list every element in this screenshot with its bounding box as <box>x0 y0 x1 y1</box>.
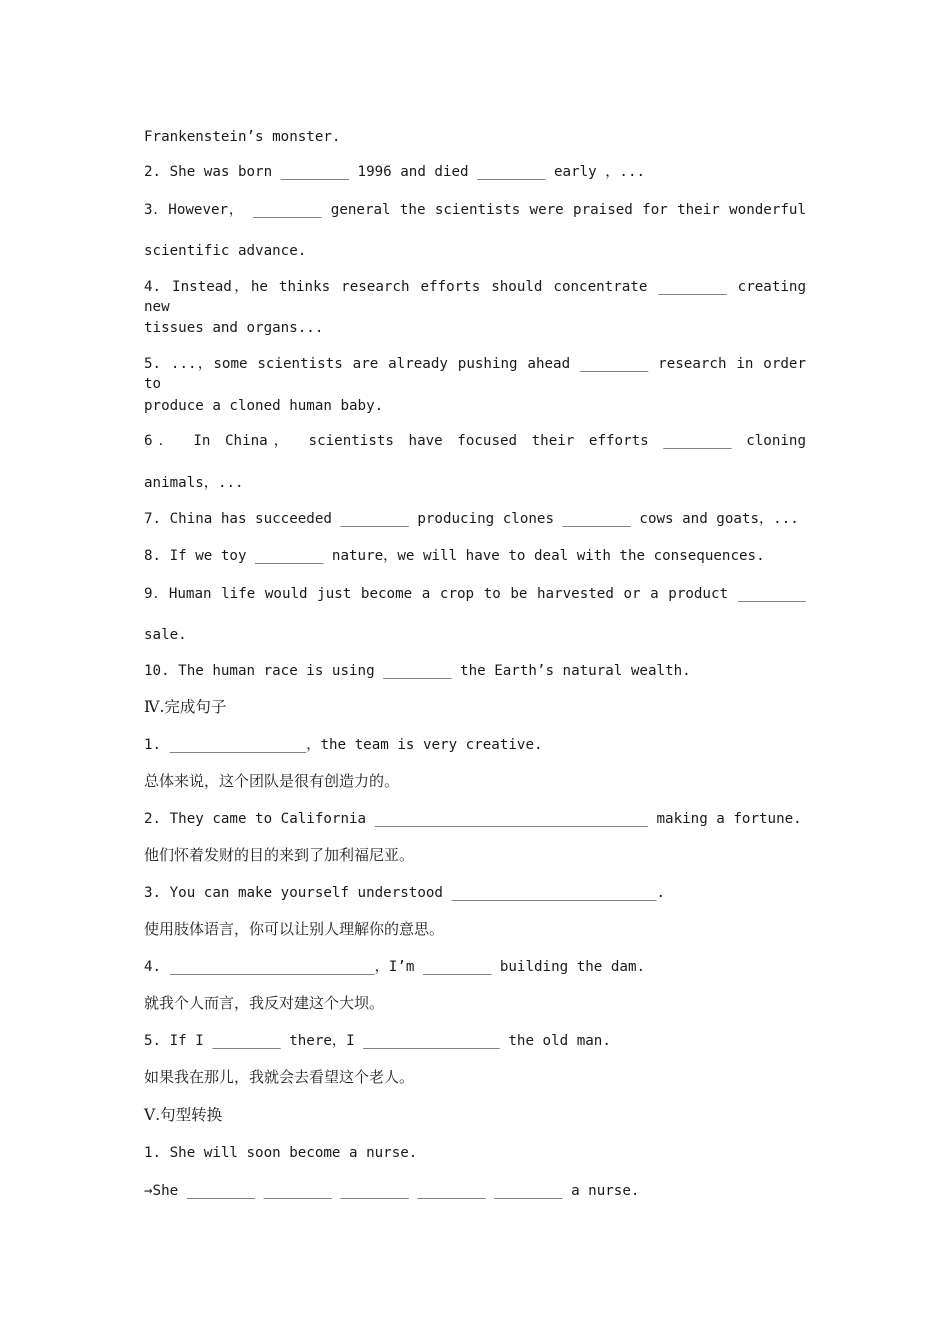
text-line: tissues and organs... <box>144 320 324 336</box>
question-9: 9．Human life would just become a crop to be harvested or a product ________ <box>144 586 806 602</box>
translation-2: 他们怀着发财的目的来到了加利福尼亚。 <box>144 846 415 864</box>
translation-3: 使用肢体语言，你可以让别人理解你的意思。 <box>144 920 445 938</box>
text-line: scientific advance. <box>144 243 307 259</box>
question-2: 2. She was born ________ 1996 and died ________ early ，... <box>144 164 646 180</box>
translation-1: 总体来说，这个团队是很有创造力的。 <box>144 772 400 790</box>
sentence-1: 1. ________________，the team is very creative. <box>144 737 543 753</box>
question-6: 6． In China， scientists have focused their efforts ________ cloning <box>144 433 806 449</box>
translation-4: 就我个人而言，我反对建这个大坝。 <box>144 994 385 1012</box>
question-4: 4. Instead，he thinks research efforts should concentrate ________ creating new <box>144 279 806 315</box>
question-3: 3．However， ________ general the scientists were praised for their wonderful <box>144 202 806 218</box>
question-10: 10. The human race is using ________ the Earth’s natural wealth. <box>144 663 691 679</box>
section-heading-5: Ⅴ.句型转换 <box>144 1106 223 1124</box>
sentence-3: 3. You can make yourself understood ________________________. <box>144 885 666 901</box>
text-line: Frankenstein’s monster. <box>144 129 341 145</box>
text-line: animals，... <box>144 475 244 491</box>
transform-1-answer: →She ________ ________ ________ ________ ________ a nurse. <box>144 1183 640 1199</box>
sentence-5: 5. If I ________ there，I ________________ the old man. <box>144 1033 611 1049</box>
text-line: sale. <box>144 627 187 643</box>
text-line: produce a cloned human baby. <box>144 398 384 414</box>
question-8: 8. If we toy ________ nature，we will have to deal with the consequences. <box>144 548 765 564</box>
question-7: 7. China has succeeded ________ producing clones ________ cows and goats，... <box>144 511 799 527</box>
section-heading-4: Ⅳ.完成句子 <box>144 698 227 716</box>
question-5: 5. ...，some scientists are already pushing ahead ________ research in order to <box>144 356 806 392</box>
sentence-4: 4. ________________________，I’m ________ building the dam. <box>144 959 646 975</box>
transform-1: 1. She will soon become a nurse. <box>144 1145 418 1161</box>
translation-5: 如果我在那儿，我就会去看望这个老人。 <box>144 1068 415 1086</box>
sentence-2: 2. They came to California ________________________________ making a fortune. <box>144 811 802 827</box>
